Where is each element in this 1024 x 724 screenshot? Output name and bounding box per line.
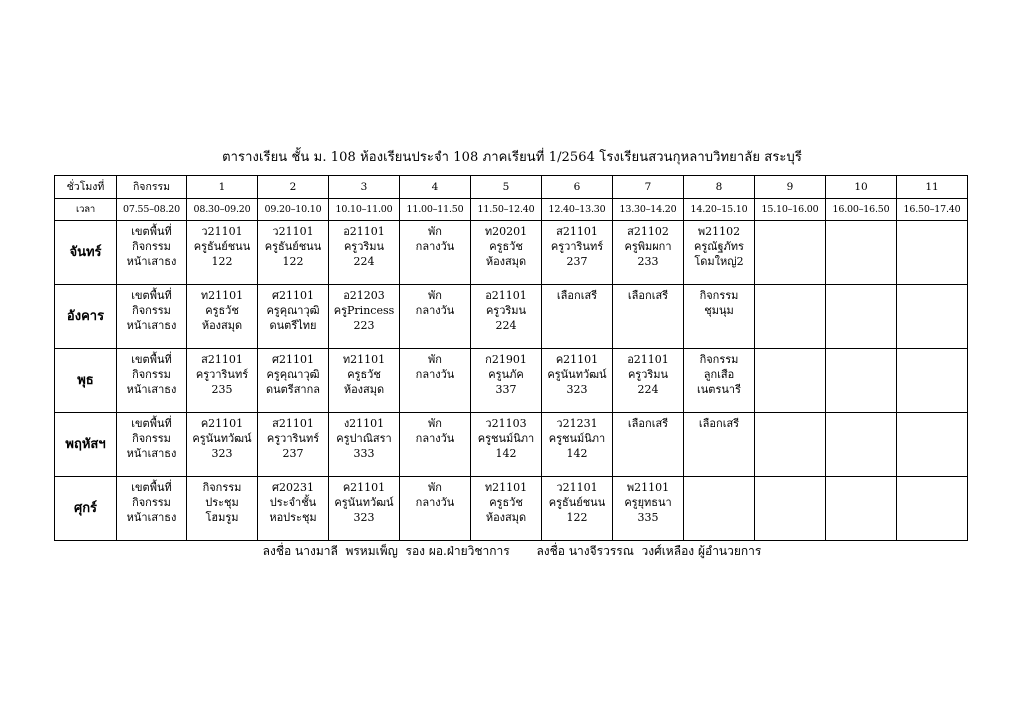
cell-line: พัก <box>428 353 442 366</box>
header-cell: 4 <box>400 176 471 199</box>
cell-line: ค21101 <box>200 417 244 430</box>
schedule-cell <box>400 413 471 477</box>
cell-line: อ21101 <box>343 225 385 238</box>
cell-line: ครูชนม์นิภา <box>477 432 535 445</box>
cell-line: 235 <box>211 383 233 396</box>
day-name-cell: พุธ <box>55 349 117 413</box>
cell-line: ครูวารินทร์ <box>550 240 604 253</box>
day-name-cell: พฤหัสฯ <box>55 413 117 477</box>
cell-line: ครูวริมน <box>343 240 385 253</box>
cell-line: ว21231 <box>556 417 598 430</box>
signature-line: ลงชื่อ นางมาลี พรหมเพ็ญ รอง ผอ.ฝ่ายวิชาการ ลงชื่อ นางจีรวรรณ วงศ์เหลือง ผู้อำนวยการ <box>262 544 762 558</box>
time-cell: เวลา <box>55 199 117 221</box>
header-cell: 6 <box>542 176 613 199</box>
schedule-cell <box>613 221 684 285</box>
cell-line: ส21101 <box>556 225 598 238</box>
cell-line: อ21101 <box>627 353 669 366</box>
cell-line: ครูปาณิสรา <box>336 432 392 445</box>
cell-line: ลูกเสือ <box>703 368 735 381</box>
cell-line: ครูพิมผกา <box>624 240 672 253</box>
schedule-cell <box>471 349 542 413</box>
schedule-cell <box>897 349 968 413</box>
time-cell: 09.20–10.10 <box>258 199 329 221</box>
cell-line: ท21101 <box>342 353 386 366</box>
cell-line: ท21101 <box>200 289 244 302</box>
header-cell: ชั่วโมงที่ <box>55 176 117 199</box>
schedule-cell <box>258 221 329 285</box>
cell-line: ประชุม <box>205 496 239 509</box>
cell-line: ค21101 <box>555 353 599 366</box>
cell-line: ห้องสมุด <box>343 383 385 396</box>
cell-line: 122 <box>282 255 304 268</box>
cell-line: ครูนันทวัฒน์ <box>192 432 252 445</box>
cell-line: พ21102 <box>697 225 741 238</box>
day-row <box>55 285 968 349</box>
cell-line: 323 <box>353 511 375 524</box>
cell-line: โดมใหญ่2 <box>694 255 744 268</box>
cell-line: ครูณัฐภัทร <box>694 240 744 253</box>
cell-line: อ21101 <box>485 289 527 302</box>
cell-line: ครูวริมน <box>485 304 527 317</box>
cell-line: หน้าเสาธง <box>126 319 177 332</box>
header-cell: 7 <box>613 176 684 199</box>
schedule-cell <box>542 413 613 477</box>
schedule-cell <box>117 285 187 349</box>
schedule-cell <box>755 413 826 477</box>
cell-line: ส21101 <box>201 353 243 366</box>
header-cell: 9 <box>755 176 826 199</box>
cell-line: ครูนภัค <box>488 368 524 381</box>
schedule-cell <box>329 285 400 349</box>
cell-line: 323 <box>211 447 233 460</box>
schedule-cell <box>542 221 613 285</box>
cell-line: เลือกเสรี <box>556 289 598 302</box>
cell-line: ส21101 <box>272 417 314 430</box>
header-cell: กิจกรรม <box>117 176 187 199</box>
cell-line: กลางวัน <box>415 432 455 445</box>
schedule-cell <box>755 349 826 413</box>
schedule-cell <box>684 285 755 349</box>
schedule-cell <box>755 477 826 541</box>
day-row <box>55 413 968 477</box>
cell-line: พัก <box>428 225 442 238</box>
schedule-cell <box>187 221 258 285</box>
cell-line: 122 <box>211 255 233 268</box>
time-cell: 15.10–16.00 <box>755 199 826 221</box>
schedule-cell <box>471 221 542 285</box>
schedule-cell <box>826 413 897 477</box>
cell-line: กลางวัน <box>415 496 455 509</box>
cell-line: เขตพื้นที่ <box>131 481 172 494</box>
cell-line: ครูPrincess <box>333 304 395 317</box>
schedule-cell <box>542 477 613 541</box>
schedule-cell <box>613 285 684 349</box>
cell-line: กิจกรรม <box>132 240 171 253</box>
cell-line: กิจกรรม <box>132 304 171 317</box>
cell-line: โฮมรูม <box>205 511 239 524</box>
cell-line: 223 <box>353 319 375 332</box>
cell-line: ห้องสมุด <box>201 319 243 332</box>
schedule-cell <box>826 477 897 541</box>
day-row <box>55 221 968 285</box>
time-cell: 13.30–14.20 <box>613 199 684 221</box>
schedule-cell <box>329 477 400 541</box>
cell-line: หน้าเสาธง <box>126 255 177 268</box>
time-cell: 12.40–13.30 <box>542 199 613 221</box>
cell-line: เขตพื้นที่ <box>131 417 172 430</box>
schedule-cell <box>542 285 613 349</box>
cell-line: พัก <box>428 289 442 302</box>
schedule-cell <box>187 413 258 477</box>
schedule-table <box>54 175 968 541</box>
cell-line: เลือกเสรี <box>627 417 669 430</box>
cell-line: 337 <box>495 383 517 396</box>
cell-line: ห้องสมุด <box>485 255 527 268</box>
cell-line: ชุมนุม <box>704 304 734 317</box>
schedule-cell <box>117 477 187 541</box>
cell-line: เลือกเสรี <box>627 289 669 302</box>
schedule-cell <box>471 285 542 349</box>
time-cell: 14.20–15.10 <box>684 199 755 221</box>
day-name-cell: ศุกร์ <box>55 477 117 541</box>
schedule-cell <box>684 477 755 541</box>
cell-line: 237 <box>282 447 304 460</box>
cell-line: กลางวัน <box>415 304 455 317</box>
schedule-cell <box>613 477 684 541</box>
cell-line: เขตพื้นที่ <box>131 289 172 302</box>
time-cell: 07.55–08.20 <box>117 199 187 221</box>
cell-line: ครูคุณาวุฒิ <box>266 368 320 381</box>
cell-line: ครูวริมน <box>627 368 669 381</box>
schedule-cell <box>117 221 187 285</box>
schedule-cell <box>826 285 897 349</box>
day-row <box>55 477 968 541</box>
cell-line: หน้าเสาธง <box>126 511 177 524</box>
schedule-cell <box>187 349 258 413</box>
cell-line: ครูธันย์ชนน <box>193 240 251 253</box>
cell-line: กิจกรรม <box>132 432 171 445</box>
schedule-cell <box>613 413 684 477</box>
schedule-cell <box>897 477 968 541</box>
cell-line: เขตพื้นที่ <box>131 353 172 366</box>
header-cell: 3 <box>329 176 400 199</box>
cell-line: ว21101 <box>201 225 243 238</box>
cell-line: ดนตรีไทย <box>269 319 317 332</box>
time-cell: 11.50–12.40 <box>471 199 542 221</box>
cell-line: ครูธวัช <box>489 496 523 509</box>
cell-line: ประจำชั้น <box>269 496 317 509</box>
schedule-cell <box>329 349 400 413</box>
schedule-cell <box>258 349 329 413</box>
cell-line: ท20201 <box>484 225 528 238</box>
schedule-cell <box>684 413 755 477</box>
cell-line: กิจกรรม <box>699 353 739 366</box>
cell-line: พัก <box>428 481 442 494</box>
cell-line: ว21101 <box>556 481 598 494</box>
time-cell: 10.10–11.00 <box>329 199 400 221</box>
schedule-cell <box>400 221 471 285</box>
time-cell: 08.30–09.20 <box>187 199 258 221</box>
schedule-cell <box>117 413 187 477</box>
cell-line: 142 <box>566 447 588 460</box>
header-cell: 1 <box>187 176 258 199</box>
schedule-cell <box>258 285 329 349</box>
cell-line: ครูธวัช <box>347 368 381 381</box>
cell-line: หน้าเสาธง <box>126 383 177 396</box>
day-name-cell: จันทร์ <box>55 221 117 285</box>
cell-line: ครูธันย์ชนน <box>548 496 606 509</box>
header-row <box>55 176 968 199</box>
cell-line: เขตพื้นที่ <box>131 225 172 238</box>
header-cell: 10 <box>826 176 897 199</box>
cell-line: ศ21101 <box>272 353 314 366</box>
cell-line: 233 <box>637 255 659 268</box>
schedule-cell <box>613 349 684 413</box>
day-name-cell: อังคาร <box>55 285 117 349</box>
cell-line: ง21101 <box>343 417 385 430</box>
schedule-cell <box>400 477 471 541</box>
schedule-cell <box>684 349 755 413</box>
cell-line: ศ20231 <box>272 481 314 494</box>
schedule-cell <box>471 477 542 541</box>
schedule-cell <box>329 413 400 477</box>
day-row <box>55 349 968 413</box>
cell-line: ค21101 <box>342 481 386 494</box>
cell-line: ครูธวัช <box>205 304 239 317</box>
schedule-cell <box>897 285 968 349</box>
cell-line: ครูวารินทร์ <box>266 432 320 445</box>
schedule-cell <box>542 349 613 413</box>
cell-line: พ21101 <box>626 481 670 494</box>
cell-line: ครูยุทธนา <box>624 496 672 509</box>
time-cell: 11.00–11.50 <box>400 199 471 221</box>
cell-line: ครูนันทวัฒน์ <box>334 496 394 509</box>
header-cell: 8 <box>684 176 755 199</box>
header-cell: 5 <box>471 176 542 199</box>
schedule-cell <box>187 477 258 541</box>
cell-line: ดนตรีสากล <box>265 383 320 396</box>
cell-line: ครูคุณาวุฒิ <box>266 304 320 317</box>
schedule-cell <box>329 221 400 285</box>
cell-line: ส21102 <box>627 225 669 238</box>
cell-line: 142 <box>495 447 517 460</box>
cell-line: พัก <box>428 417 442 430</box>
cell-line: ครูธันย์ชนน <box>264 240 322 253</box>
cell-line: กิจกรรม <box>202 481 242 494</box>
cell-line: 335 <box>637 511 659 524</box>
cell-line: กิจกรรม <box>132 496 171 509</box>
schedule-cell <box>826 221 897 285</box>
schedule-cell <box>755 221 826 285</box>
cell-line: 224 <box>495 319 517 332</box>
time-cell: 16.00–16.50 <box>826 199 897 221</box>
cell-line: กลางวัน <box>415 240 455 253</box>
cell-line: กิจกรรม <box>132 368 171 381</box>
cell-line: 224 <box>637 383 659 396</box>
schedule-cell <box>471 413 542 477</box>
schedule-cell <box>258 477 329 541</box>
cell-line: ครูธวัช <box>489 240 523 253</box>
cell-line: ว21101 <box>272 225 314 238</box>
schedule-cell <box>187 285 258 349</box>
header-cell: 11 <box>897 176 968 199</box>
schedule-cell <box>400 349 471 413</box>
cell-line: ก21901 <box>485 353 527 366</box>
cell-line: ครูนันทวัฒน์ <box>547 368 607 381</box>
schedule-cell <box>400 285 471 349</box>
cell-line: กิจกรรม <box>699 289 739 302</box>
cell-line: ว21103 <box>485 417 527 430</box>
cell-line: 237 <box>566 255 588 268</box>
cell-line: ครูชนม์นิภา <box>548 432 606 445</box>
cell-line: หอประชุม <box>269 511 317 524</box>
cell-line: 323 <box>566 383 588 396</box>
cell-line: 122 <box>566 511 588 524</box>
cell-line: ท21101 <box>484 481 528 494</box>
cell-line: 333 <box>353 447 375 460</box>
schedule-cell <box>684 221 755 285</box>
cell-line: หน้าเสาธง <box>126 447 177 460</box>
cell-line: ศ21101 <box>272 289 314 302</box>
cell-line: เลือกเสรี <box>698 417 740 430</box>
schedule-cell <box>755 285 826 349</box>
schedule-cell <box>826 349 897 413</box>
cell-line: กลางวัน <box>415 368 455 381</box>
header-cell: 2 <box>258 176 329 199</box>
schedule-cell <box>117 349 187 413</box>
cell-line: เนตรนารี <box>697 383 741 396</box>
cell-line: ห้องสมุด <box>485 511 527 524</box>
page-title: ตารางเรียน ชั้น ม. 108 ห้องเรียนประจำ 108 ภาคเรียนที่ 1/2564 โรงเรียนสวนกุหลาบวิทยาลัย สระบุรี <box>222 150 802 165</box>
time-row <box>55 199 968 221</box>
schedule-cell <box>897 413 968 477</box>
cell-line: ครูวารินทร์ <box>195 368 249 381</box>
time-cell: 16.50–17.40 <box>897 199 968 221</box>
cell-line: 224 <box>353 255 375 268</box>
schedule-cell <box>258 413 329 477</box>
cell-line: อ21203 <box>343 289 385 302</box>
schedule-cell <box>897 221 968 285</box>
